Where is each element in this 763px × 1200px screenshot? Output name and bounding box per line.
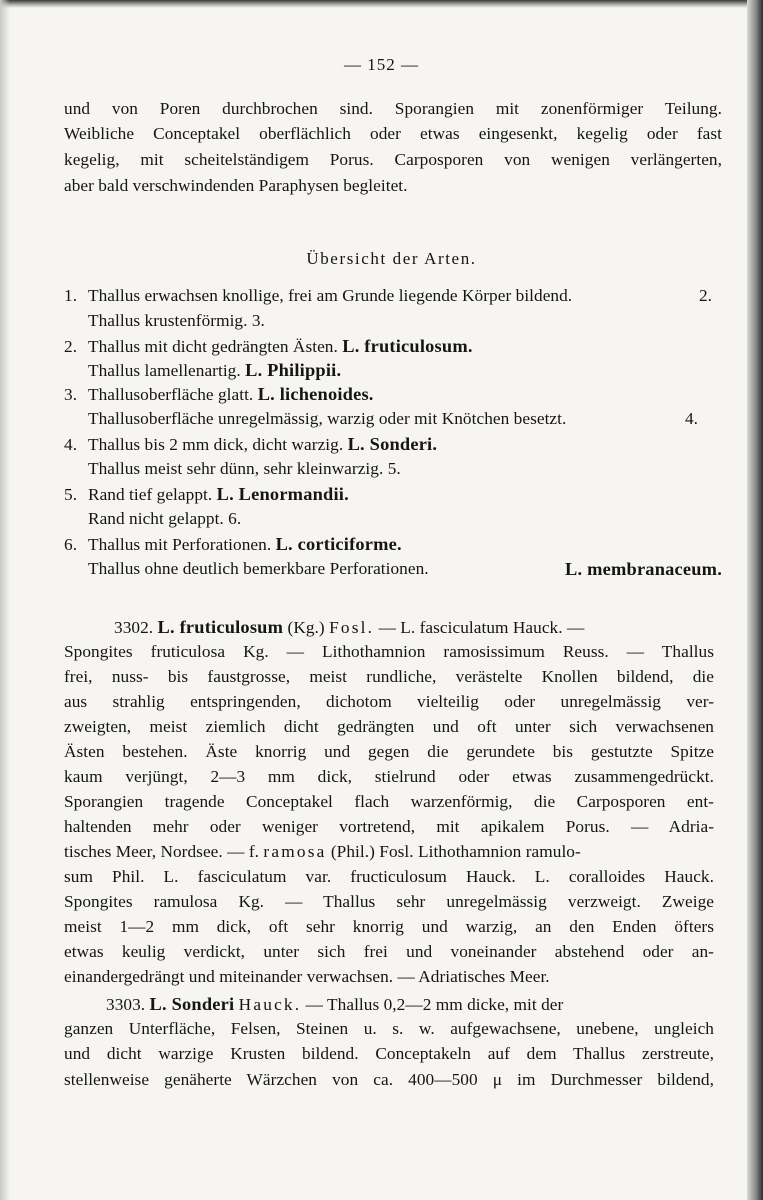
key-number: 1. <box>64 286 78 305</box>
entry-number: 3303. <box>106 995 146 1014</box>
key-item-5 <box>64 482 349 507</box>
key-item-4-alt: Thallus meist sehr dünn, sehr kleinwarzig. 5. <box>88 459 401 478</box>
species-name: L. Sonderi. <box>347 434 438 454</box>
key-text: Thallusoberfläche glatt. <box>88 385 254 404</box>
key-text: Thallus lamellenartig. <box>88 361 241 380</box>
key-ref: 4. <box>684 409 698 428</box>
key-item-6-alt <box>88 557 722 581</box>
entry-3303-line-1 <box>64 992 714 1017</box>
key-item-4 <box>64 432 437 457</box>
key-text: Thallusoberfläche unregelmässig, warzig oder mit Knötchen besetzt. <box>88 409 567 428</box>
entry-3302-line-11: sum Phil. L. fasciculatum var. fructiculosum Hauck. L. coralloides Hauck. <box>64 867 714 886</box>
species-name: L. Philippii. <box>245 360 342 380</box>
section-title: Übersicht der Arten. <box>306 249 477 268</box>
entry-3302-line-1 <box>64 615 714 640</box>
key-text: Thallus ohne deutlich bemerkbare Perforationen. <box>88 559 429 578</box>
page-number: — 152 — <box>344 55 419 74</box>
entry-3303-line-3: und dicht warzige Krusten bildend. Conceptakeln auf dem Thallus zerstreute, <box>64 1044 714 1063</box>
key-item-1 <box>64 284 712 308</box>
intro-line-3: kegelig, mit scheitelständigem Porus. Carposporen von wenigen verlängerten, <box>64 150 722 169</box>
entry-3302-line-9: haltenden mehr oder weniger vortretend, mit apikalem Porus. — Adria- <box>64 817 714 836</box>
entry-3302-line-5: zweigten, meist ziemlich dicht gedrängten und oft unter sich verwachsenen <box>64 717 714 736</box>
entry-3302-line-6: Ästen bestehen. Äste knorrig und gegen die gerundete bis gestutzte Spitze <box>64 742 714 761</box>
species-name: L. fruticulosum <box>157 617 284 637</box>
intro-line-2: Weibliche Conceptakel oberflächlich oder etwas eingesenkt, kegelig oder fast <box>64 124 722 143</box>
entry-3302-line-10 <box>64 840 714 864</box>
entry-3302-line-4: aus strahlig entspringenden, dichotom vielteilig oder unregelmässig ver- <box>64 692 714 711</box>
entry-text: tisches Meer, Nordsee. — f. <box>64 842 260 861</box>
key-number: 5. <box>64 485 78 504</box>
key-number: 6. <box>64 535 78 554</box>
entry-3303-line-2: ganzen Unterfläche, Felsen, Steinen u. s. w. aufgewachsene, unebene, ungleich <box>64 1019 714 1038</box>
species-name: L. Lenormandii. <box>216 484 349 504</box>
key-number: 2. <box>64 337 78 356</box>
key-text: Rand tief gelappt. <box>88 485 213 504</box>
key-item-1-alt: Thallus krustenförmig. 3. <box>88 311 265 330</box>
entry-3303-line-4: stellenweise genäherte Wärzchen von ca. 400—500 μ im Durchmesser bildend, <box>64 1070 714 1089</box>
species-name: L. lichenoides. <box>257 384 374 404</box>
entry-3302-line-12: Spongites ramulosa Kg. — Thallus sehr unregelmässig verzweigt. Zweige <box>64 892 714 911</box>
entry-3302-line-2: Spongites fruticulosa Kg. — Lithothamnion ramosissimum Reuss. — Thallus <box>64 642 714 661</box>
entry-3302-line-14: etwas keulig verdickt, unter sich frei und voneinander abstehend oder an- <box>64 942 714 961</box>
entry-3302-line-13: meist 1—2 mm dick, oft sehr knorrig und warzig, an den Enden öfters <box>64 917 714 936</box>
entry-3302-line-3: frei, nuss- bis faustgrosse, meist rundliche, verästelte Knollen bildend, die <box>64 667 714 686</box>
key-text: Thallus mit dicht gedrängten Ästen. <box>88 337 338 356</box>
entry-text: (Phil.) Fosl. Lithothamnion ramulo- <box>330 842 581 861</box>
key-text: Thallus erwachsen knollige, frei am Grunde liegende Körper bildend. <box>88 286 573 305</box>
scan-edge-left <box>0 0 10 1200</box>
entry-3302-line-7: kaum verjüngt, 2—3 mm dick, stielrund oder etwas zusammengedrückt. <box>64 767 714 786</box>
key-number: 3. <box>64 385 78 404</box>
entry-author-spaced: Hauck. <box>238 995 302 1014</box>
key-item-5-alt: Rand nicht gelappt. 6. <box>88 509 242 528</box>
entry-3302-line-15: einandergedrängt und miteinander verwachsen. — Adriatisches Meer. <box>64 967 550 986</box>
key-item-3-alt <box>88 407 698 431</box>
entry-text: — Thallus 0,2—2 mm dicke, mit der <box>305 995 564 1014</box>
entry-3302-line-8: Sporangien tragende Conceptakel flach warzenförmig, die Carposporen ent- <box>64 792 714 811</box>
scan-edge-top <box>0 0 763 8</box>
key-text: Thallus bis 2 mm dick, dicht warzig. <box>88 435 344 454</box>
entry-number: 3302. <box>114 618 154 637</box>
key-item-2 <box>64 334 473 359</box>
key-item-3 <box>64 382 374 407</box>
key-text: Thallus mit Perforationen. <box>88 535 272 554</box>
entry-author: (Kg.) <box>287 618 325 637</box>
key-number: 4. <box>64 435 78 454</box>
species-name: L. fruticulosum. <box>342 336 473 356</box>
key-item-2-alt <box>88 358 341 383</box>
species-name: L. corticiforme. <box>275 534 402 554</box>
scan-edge-right <box>747 0 763 1200</box>
species-name: L. membranaceum. <box>565 559 722 579</box>
entry-synonym: — L. fasciculatum Hauck. — <box>378 618 585 637</box>
intro-line-1: und von Poren durchbrochen sind. Sporangien mit zonenförmiger Teilung. <box>64 99 722 118</box>
key-ref: 2. <box>698 286 712 305</box>
entry-author-spaced: Fosl. <box>329 618 375 637</box>
variety-name: ramosa <box>263 842 327 861</box>
key-item-6 <box>64 532 402 557</box>
species-name: L. Sonderi <box>149 994 235 1014</box>
intro-line-4: aber bald verschwindenden Paraphysen begleitet. <box>64 176 408 195</box>
